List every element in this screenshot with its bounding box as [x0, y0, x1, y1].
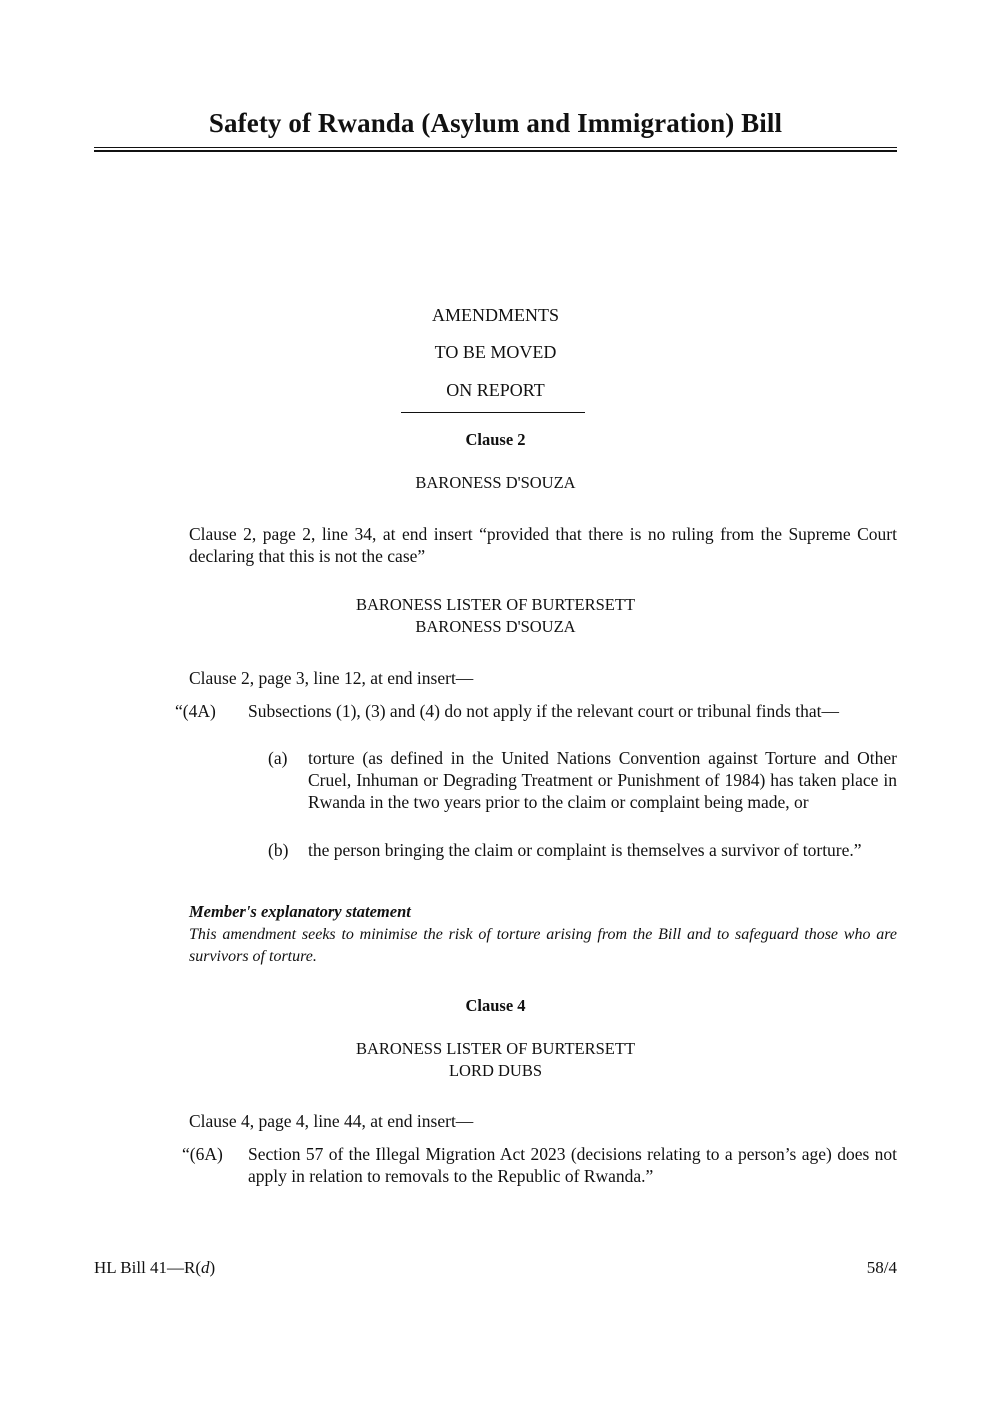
- bill-title: Safety of Rwanda (Asylum and Immigration) Bill: [208, 108, 783, 138]
- clause-heading: Clause 4: [465, 996, 526, 1015]
- item-label: (b): [268, 840, 289, 860]
- clause-heading: Clause 2: [465, 430, 526, 449]
- explanatory-text: This amendment seeks to minimise the risk of torture arising from the Bill and to safeguard those who are survivors of torture.: [189, 926, 897, 965]
- amendment-text: Clause 2, page 2, line 34, at end insert “provided that there is no ruling from the Supreme Court declaring that this is not the case”: [189, 524, 897, 566]
- subsection-text: Subsections (1), (3) and (4) do not apply if the relevant court or tribunal finds that—: [248, 701, 839, 721]
- sponsor-name: LORD DUBS: [448, 1061, 543, 1080]
- item-text: the person bringing the claim or complaint is themselves a survivor of torture.”: [308, 840, 862, 860]
- bill-reference-print: d: [201, 1258, 210, 1277]
- item-label: (a): [268, 748, 288, 768]
- page-reference: 58/4: [866, 1258, 897, 1277]
- heading-on-report: ON REPORT: [446, 380, 545, 400]
- heading-amendments: AMENDMENTS: [431, 305, 559, 325]
- heading-rule: [401, 412, 585, 413]
- heading-to-be-moved: TO BE MOVED: [434, 342, 557, 362]
- amendment-text: Clause 2, page 3, line 12, at end insert—: [189, 668, 474, 688]
- bill-reference: [94, 1258, 215, 1278]
- amendment-text: Clause 4, page 4, line 44, at end insert—: [189, 1111, 474, 1131]
- bill-reference-prefix: HL Bill 41—R(: [94, 1258, 202, 1277]
- sponsor-name: BARONESS LISTER OF BURTERSETT: [355, 1039, 636, 1058]
- title-rule-thick: [94, 150, 897, 152]
- title-rule-thin: [94, 147, 897, 148]
- subsection-text: Section 57 of the Illegal Migration Act 2023 (decisions relating to a person’s age) does not apply in relation to removals to the Republic of Rwanda.”: [248, 1144, 897, 1186]
- subsection-number: “(4A): [175, 701, 216, 721]
- bill-reference-suffix: ): [209, 1258, 216, 1277]
- explanatory-heading: Member's explanatory statement: [189, 902, 411, 921]
- sponsor-name: BARONESS D'SOUZA: [415, 473, 576, 492]
- sponsor-name: BARONESS D'SOUZA: [415, 617, 576, 636]
- item-text: torture (as defined in the United Nations Convention against Torture and Other Cruel, Inhuman or Degrading Treatment or Punishment of 1984) has taken place in Rwanda in the two years prior to the claim or complaint being made, or: [308, 748, 897, 812]
- sponsor-name: BARONESS LISTER OF BURTERSETT: [355, 595, 636, 614]
- subsection-number: “(6A): [182, 1144, 223, 1164]
